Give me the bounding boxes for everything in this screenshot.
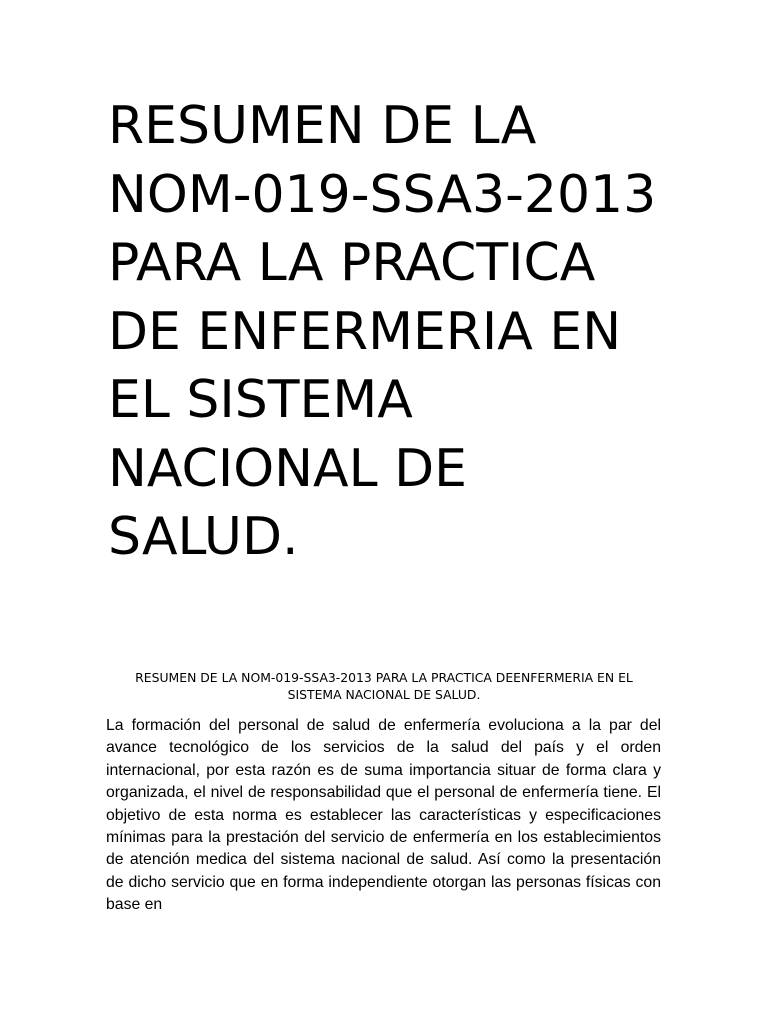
document-subtitle: RESUMEN DE LA NOM-019-SSA3-2013 PARA LA PRACTICA DEENFERMERIA EN EL SISTEMA NACIONAL DE SALUD. — [135, 670, 633, 702]
body-paragraph: La formación del personal de salud de enfermería evoluciona a la par del avance tecnológico de los servicios de la salud del país y el orden internacional, por esta razón es de suma importancia situar de forma clara y organizada, el nivel de responsabilidad que el personal de enfermería tiene. El objetivo de esta norma es establecer las características y especificaciones mínimas para la prestación del servicio de enfermería en los establecimientos de atención medica del sistema nacional de salud. Así como la presentación de dicho servicio que en forma independiente otorgan las personas físicas con base en — [106, 717, 661, 914]
document-title: RESUMEN DE LA NOM-019-SSA3-2013 PARA LA PRACTICA DE ENFERMERIA EN EL SISTEMA NACIONAL DE SALUD. — [108, 96, 657, 567]
